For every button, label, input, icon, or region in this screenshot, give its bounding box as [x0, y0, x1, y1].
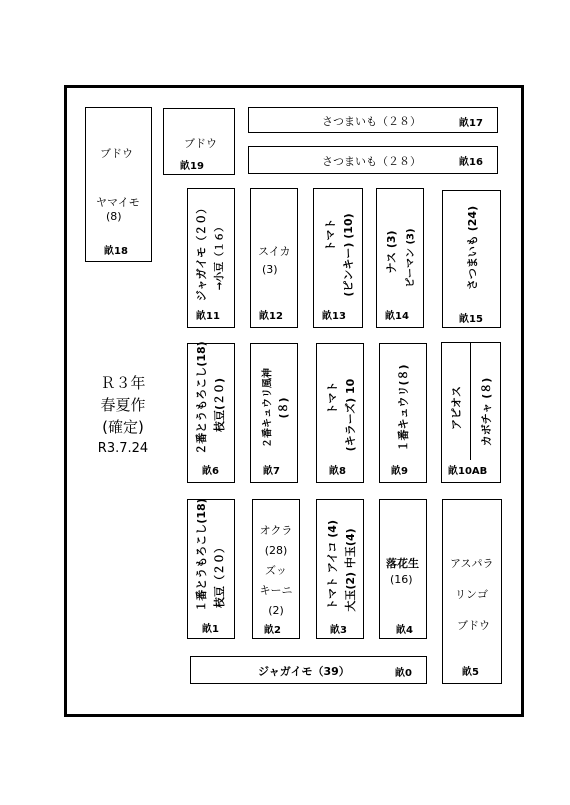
- plot-4-label: 畝4: [396, 625, 413, 636]
- plot-15-crop: さつまいも (24): [466, 205, 479, 291]
- plot-2-crop-2: (28): [264, 544, 288, 557]
- plot-2-crop-1: オクラ: [259, 524, 293, 537]
- note-season: 春夏作: [100, 396, 146, 414]
- plot-13-crop-2: (ピンキー) (10): [342, 213, 355, 297]
- plot-10-label: 畝10AB: [448, 466, 488, 477]
- plot-14-label: 畝14: [385, 311, 409, 322]
- plot-10-crop-b: カボチャ (８): [480, 377, 493, 447]
- plot-14-crop-2: ピーマン (3): [405, 228, 417, 288]
- plot-4-crop-1: 落花生: [386, 557, 419, 570]
- plot-5-crop-1: アスパラ: [450, 557, 494, 570]
- plot-15-label: 畝15: [459, 314, 483, 325]
- plot-18-crop-2: ヤマイモ: [96, 196, 140, 209]
- plot-19-crop: ブドウ: [184, 137, 217, 150]
- plot-3-crop-1: トマト アイコ (4): [326, 520, 339, 610]
- plot-3-label: 畝3: [330, 625, 347, 636]
- plan-note: [78, 372, 168, 460]
- plot-9-label: 畝9: [391, 466, 408, 477]
- plot-13-crop-1: トマト: [324, 218, 337, 252]
- plot-12-crop-1: スイカ: [258, 245, 291, 258]
- plot-11-crop-2: →小豆（１６）: [214, 221, 226, 291]
- plot-11-label: 畝11: [196, 311, 220, 322]
- note-status: (確定): [102, 418, 144, 436]
- plot-8-label: 畝8: [329, 466, 346, 477]
- plot-18-crop-1: ブドウ: [100, 147, 133, 160]
- plot-17-label: 畝17: [459, 118, 483, 129]
- plot-3-crop-2: 大玉(2) 中玉(4): [344, 528, 357, 612]
- note-year: Ｒ３年: [100, 374, 146, 392]
- plot-2-crops: [252, 521, 300, 621]
- plot-12-crop-2: (3): [262, 263, 278, 276]
- plot-5-crop-2: リンゴ: [455, 588, 488, 601]
- plot-7-crop-2: (８): [277, 397, 290, 419]
- plot-1-label: 畝1: [202, 624, 219, 635]
- plot-18-label: 畝18: [104, 246, 128, 257]
- plot-16-label: 畝16: [459, 157, 483, 168]
- plot-7-crop-1: ２番キュウリ風神: [262, 368, 274, 448]
- plot-1-crop-2: 枝豆（２０）: [213, 542, 226, 608]
- plot-6-label: 畝6: [202, 466, 219, 477]
- plot-13-label: 畝13: [322, 311, 346, 322]
- plot-16-crop: さつまいも（２８）: [322, 155, 421, 168]
- plot-10-crop-a: アピオス: [450, 386, 463, 430]
- plot-2-crop-5: (2): [268, 604, 284, 617]
- plot-0-label: 畝0: [395, 668, 412, 679]
- plot-0-crop: ジャガイモ（39）: [258, 665, 350, 678]
- plot-10-divider: [470, 342, 471, 460]
- plot-19-label: 畝19: [180, 161, 204, 172]
- plot-17-crop: さつまいも（２８）: [322, 115, 421, 128]
- plot-5-label: 畝5: [462, 667, 479, 678]
- plot-9-crop: １番キュウリ(８): [397, 364, 410, 452]
- plot-12-label: 畝12: [259, 311, 283, 322]
- plot-4-crop-2: (16): [390, 573, 413, 586]
- plot-18-crop-3: (8): [106, 210, 122, 223]
- plot-6-crop-2: 枝豆(２０): [213, 377, 226, 433]
- plot-14-crop-1: ナス (3): [385, 230, 398, 274]
- plot-2-label: 畝2: [264, 625, 281, 636]
- plot-8-crop-1: トマト: [326, 381, 339, 415]
- plot-5-crop-3: ブドウ: [457, 619, 490, 632]
- plot-7-label: 畝7: [263, 466, 280, 477]
- plot-11-crop-1: ジャガイモ（２０）: [195, 202, 208, 302]
- note-date: R3.7.24: [97, 441, 149, 456]
- plot-6-crop-1: ２番とうもろこし(18): [195, 341, 208, 455]
- plot-2-crop-4: キーニ: [259, 584, 293, 597]
- plot-18: [85, 107, 152, 262]
- plot-1-crop-1: １番とうもろこし(18): [195, 498, 208, 612]
- plot-2-crop-3: ズッ: [265, 564, 287, 577]
- plot-8-crop-2: (キラーズ) 10: [344, 378, 357, 452]
